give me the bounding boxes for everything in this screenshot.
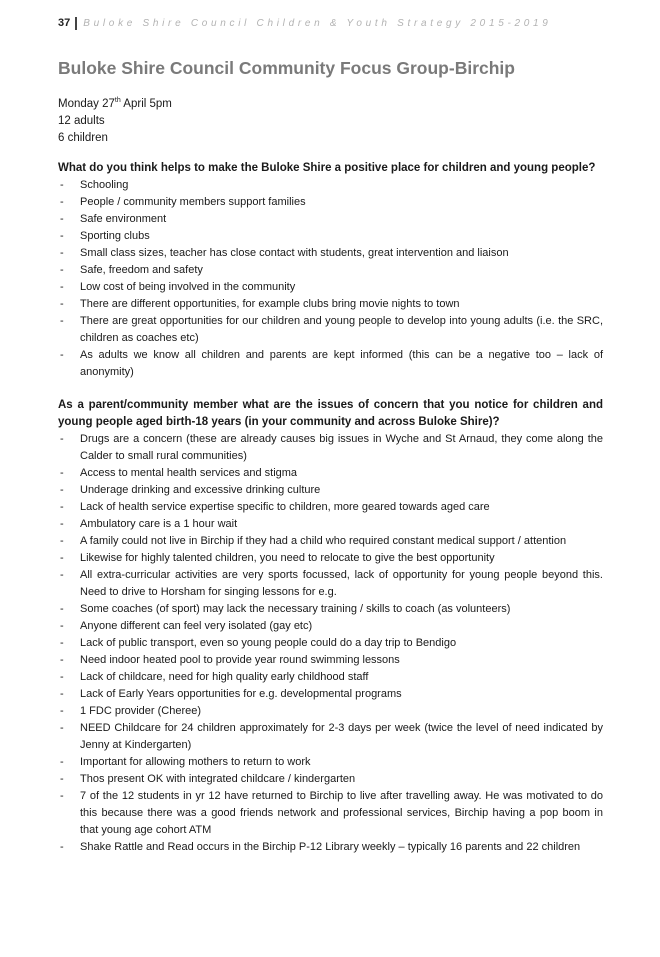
list-item xyxy=(58,347,603,381)
list-item-text: Small class sizes, teacher has close contact with students, great intervention and liaison xyxy=(80,247,509,259)
list-item xyxy=(58,703,603,720)
bullet-dash-icon: - xyxy=(60,671,64,683)
list-item-text: Sporting clubs xyxy=(80,230,150,242)
list-item xyxy=(58,618,603,635)
list-item-text: Low cost of being involved in the community xyxy=(80,281,296,293)
list-item xyxy=(58,228,603,245)
list-item xyxy=(58,431,603,465)
bullet-dash-icon: - xyxy=(60,484,64,496)
running-title: Buloke Shire Council Children & Youth Strategy 2015-2019 xyxy=(83,17,552,29)
list-item xyxy=(58,788,603,839)
list-item xyxy=(58,652,603,669)
bullet-dash-icon: - xyxy=(60,773,64,785)
bullet-dash-icon: - xyxy=(60,705,64,717)
bullet-dash-icon: - xyxy=(60,688,64,700)
positive-factors-section xyxy=(58,160,603,381)
list-item xyxy=(58,465,603,482)
section-question: What do you think helps to make the Buloke Shire a positive place for children and young people? xyxy=(58,162,596,174)
bullet-list xyxy=(58,177,603,381)
bullet-dash-icon: - xyxy=(60,569,64,581)
bullet-dash-icon: - xyxy=(60,179,64,191)
list-item-text: Ambulatory care is a 1 hour wait xyxy=(80,518,238,530)
list-item-text: NEED Childcare for 24 children approximately for 2-3 days per week (twice the level of need indicated by Jenny at Kindergarten) xyxy=(80,722,603,751)
bullet-dash-icon: - xyxy=(60,467,64,479)
list-item xyxy=(58,635,603,652)
bullet-dash-icon: - xyxy=(60,756,64,768)
list-item-text: Shake Rattle and Read occurs in the Birchip P-12 Library weekly – typically 16 parents and 22 children xyxy=(80,841,581,853)
list-item-text: Important for allowing mothers to return to work xyxy=(80,756,311,768)
list-item-text: Underage drinking and excessive drinking culture xyxy=(80,484,321,496)
section-question: As a parent/community member what are the issues of concern that you notice for children and young people aged birth-18 years (in your community and across Buloke Shire)? xyxy=(58,399,603,428)
list-item-text: Lack of public transport, even so young people could do a day trip to Bendigo xyxy=(80,637,457,649)
bullet-dash-icon: - xyxy=(60,654,64,666)
bullet-dash-icon: - xyxy=(60,620,64,632)
bullet-dash-icon: - xyxy=(60,603,64,615)
list-item xyxy=(58,550,603,567)
list-item-text: Likewise for highly talented children, you need to relocate to give the best opportunity xyxy=(80,552,495,564)
list-item-text: As adults we know all children and parents are kept informed (this can be a negative too – lack of anonymity) xyxy=(80,349,603,378)
list-item-text: Need indoor heated pool to provide year round swimming lessons xyxy=(80,654,400,666)
bullet-dash-icon: - xyxy=(60,315,64,327)
adults-count: 12 adults xyxy=(58,115,105,127)
children-count: 6 children xyxy=(58,132,108,144)
list-item xyxy=(58,601,603,618)
list-item-text: Lack of Early Years opportunities for e.g. developmental programs xyxy=(80,688,402,700)
list-item-text: 1 FDC provider (Cheree) xyxy=(80,705,202,717)
bullet-dash-icon: - xyxy=(60,213,64,225)
list-item xyxy=(58,211,603,228)
bullet-dash-icon: - xyxy=(60,722,64,734)
issues-of-concern-section xyxy=(58,397,603,856)
list-item xyxy=(58,839,603,856)
bullet-dash-icon: - xyxy=(60,841,64,853)
list-item-text: Safe environment xyxy=(80,213,167,225)
list-item-text: Lack of childcare, need for high quality early childhood staff xyxy=(80,671,369,683)
list-item xyxy=(58,567,603,601)
bullet-dash-icon: - xyxy=(60,535,64,547)
list-item xyxy=(58,279,603,296)
list-item-text: Schooling xyxy=(80,179,129,191)
list-item xyxy=(58,313,603,347)
list-item xyxy=(58,499,603,516)
list-item-text: 7 of the 12 students in yr 12 have returned to Birchip to live after travelling away. He was motivated to do this because there was a good friends network and professional services, Birchip having a pop boom in that young age cohort ATM xyxy=(80,790,603,836)
bullet-dash-icon: - xyxy=(60,501,64,513)
list-item xyxy=(58,262,603,279)
header-divider xyxy=(75,17,77,30)
bullet-dash-icon: - xyxy=(60,298,64,310)
list-item xyxy=(58,296,603,313)
list-item-text: Lack of health service expertise specific to children, more geared towards aged care xyxy=(80,501,490,513)
page-header xyxy=(58,14,552,32)
page-number: 37 xyxy=(58,17,71,29)
bullet-dash-icon: - xyxy=(60,264,64,276)
bullet-dash-icon: - xyxy=(60,230,64,242)
bullet-dash-icon: - xyxy=(60,433,64,445)
list-item-text: People / community members support families xyxy=(80,196,306,208)
list-item-text: Safe, freedom and safety xyxy=(80,264,203,276)
bullet-dash-icon: - xyxy=(60,552,64,564)
meeting-details xyxy=(58,96,172,147)
bullet-dash-icon: - xyxy=(60,281,64,293)
bullet-list xyxy=(58,431,603,856)
list-item-text: A family could not live in Birchip if they had a child who required constant medical support / attention xyxy=(80,535,567,547)
bullet-dash-icon: - xyxy=(60,247,64,259)
list-item xyxy=(58,754,603,771)
list-item-text: There are different opportunities, for example clubs bring movie nights to town xyxy=(80,298,460,310)
list-item xyxy=(58,686,603,703)
meeting-date xyxy=(58,96,172,113)
list-item xyxy=(58,669,603,686)
meeting-date-ordinal: th xyxy=(114,97,121,104)
bullet-dash-icon: - xyxy=(60,196,64,208)
list-item-text: Access to mental health services and stigma xyxy=(80,467,298,479)
list-item xyxy=(58,482,603,499)
bullet-dash-icon: - xyxy=(60,518,64,530)
list-item xyxy=(58,533,603,550)
list-item xyxy=(58,177,603,194)
meeting-date-rest: April 5pm xyxy=(120,98,172,110)
list-item-text: All extra-curricular activities are very sports focussed, lack of opportunity for young people beyond this. Need to drive to Horsham for singing lessons for e.g. xyxy=(80,569,603,598)
page-title: Buloke Shire Council Community Focus Group-Birchip xyxy=(58,58,515,78)
meeting-date-day: Monday 27 xyxy=(58,98,115,110)
list-item xyxy=(58,771,603,788)
list-item-text: There are great opportunities for our children and young people to develop into young adults (i.e. the SRC, children as coaches etc) xyxy=(80,315,603,344)
list-item-text: Thos present OK with integrated childcare / kindergarten xyxy=(80,773,356,785)
bullet-dash-icon: - xyxy=(60,349,64,361)
list-item-text: Some coaches (of sport) may lack the necessary training / skills to coach (as volunteers) xyxy=(80,603,511,615)
list-item xyxy=(58,720,603,754)
list-item xyxy=(58,194,603,211)
bullet-dash-icon: - xyxy=(60,637,64,649)
list-item-text: Anyone different can feel very isolated (gay etc) xyxy=(80,620,313,632)
list-item-text: Drugs are a concern (these are already causes big issues in Wyche and St Arnaud, they come along the Calder to small rural communities) xyxy=(80,433,603,462)
list-item xyxy=(58,245,603,262)
bullet-dash-icon: - xyxy=(60,790,64,802)
list-item xyxy=(58,516,603,533)
